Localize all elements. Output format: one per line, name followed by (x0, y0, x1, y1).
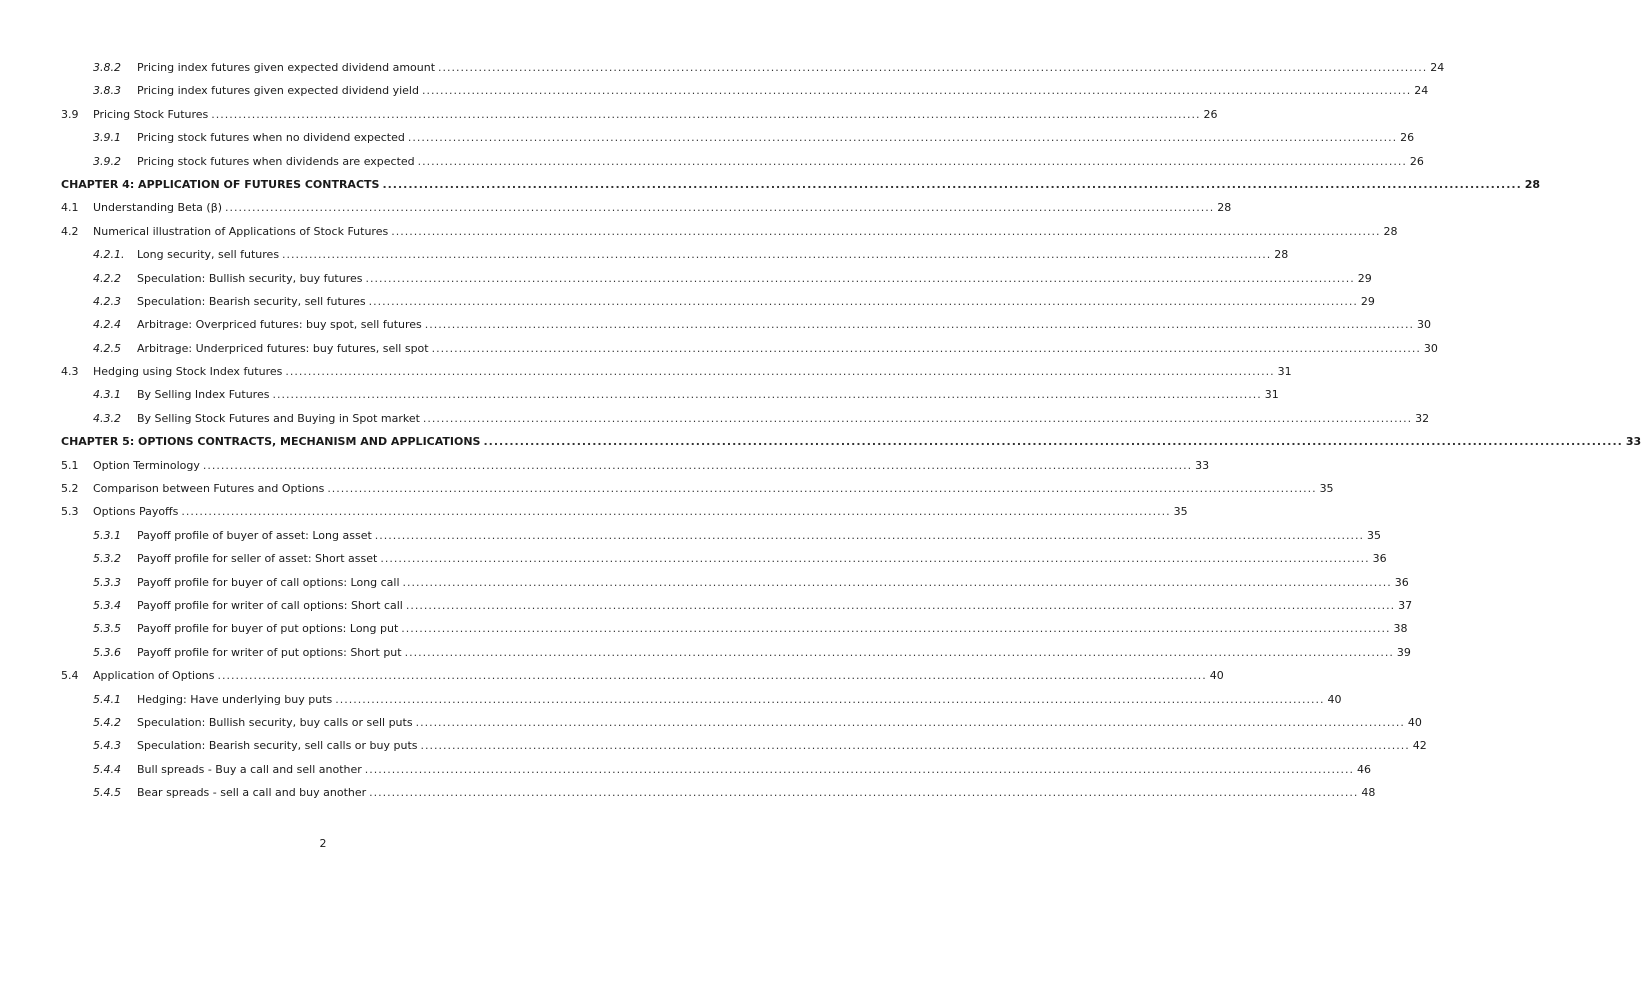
toc-entry-page: 38 (1393, 622, 1408, 636)
toc-entry[interactable] (61, 196, 1232, 219)
toc-entry[interactable] (61, 313, 1432, 336)
toc-entry[interactable] (61, 103, 1218, 126)
toc-entry[interactable] (61, 571, 1409, 594)
toc-entry-number: 4.2.2 (93, 271, 121, 285)
toc-entry-title: Payoff profile for seller of asset: Short asset (137, 552, 378, 566)
toc-entry-number: 4.2.1. (93, 248, 125, 262)
toc-entry-number: 5.4.1 (93, 692, 121, 706)
toc-entry-title: Arbitrage: Underpriced futures: buy futures, sell spot (137, 341, 429, 355)
toc-entry-page: 24 (1414, 84, 1429, 98)
toc-entry[interactable] (61, 150, 1424, 173)
toc-entry[interactable] (61, 220, 1398, 243)
dot-leader: ............................................................................................................................................................................................................................ (401, 622, 1391, 636)
dot-leader: ............................................................................................................................................................................................................................ (202, 458, 1193, 472)
dot-leader: ............................................................................................................................................................................................................................ (368, 294, 1358, 308)
toc-entry-number: 5.1 (61, 458, 79, 472)
toc-entry[interactable] (61, 267, 1372, 290)
dot-leader: ............................................................................................................................................................................................................................ (424, 318, 1415, 332)
toc-entry[interactable] (61, 664, 1224, 687)
toc-entry-page: 31 (1264, 388, 1279, 402)
toc-entry-number: 3.9.1 (93, 131, 121, 145)
toc-entry-number: 4.2.5 (93, 341, 121, 355)
dot-leader: ............................................................................................................................................................................................................................ (420, 739, 1410, 753)
toc-entry-title: Speculation: Bearish security, sell calls or buy puts (137, 739, 418, 753)
toc-entry[interactable] (61, 781, 1376, 804)
toc-entry-page: 35 (1367, 528, 1382, 542)
toc-entry[interactable] (61, 477, 1334, 500)
toc-entry-number: 5.3 (61, 505, 79, 519)
toc-entry[interactable] (61, 500, 1188, 523)
toc-entry-number: 4.2 (61, 224, 79, 238)
toc-entry-number: 5.3.3 (93, 575, 121, 589)
toc-entry-number: 4.3.1 (93, 388, 121, 402)
toc-entry-page: 26 (1409, 154, 1424, 168)
dot-leader: ............................................................................................................................................................................................................................ (421, 84, 1412, 98)
toc-entry-title: Pricing stock futures when no dividend expected (137, 131, 405, 145)
toc-entry-number: 5.4.2 (93, 715, 121, 729)
toc-entry-number: 5.4.3 (93, 739, 121, 753)
toc-entry-title: Speculation: Bearish security, sell futures (137, 294, 366, 308)
toc-entry-page: 40 (1209, 669, 1224, 683)
dot-leader: ............................................................................................................................................................................................................................ (365, 271, 1355, 285)
dot-leader: ............................................................................................................................................................................................................................ (369, 786, 1359, 800)
toc-entry-title: Application of Options (93, 669, 215, 683)
dot-leader: ............................................................................................................................................................................................................................ (364, 762, 1355, 776)
toc-chapter-entry[interactable] (61, 173, 1541, 196)
dot-leader: ............................................................................................................................................................................................................................ (327, 482, 1317, 496)
toc-entry-title: Payoff profile for buyer of call options: Long call (137, 575, 400, 589)
toc-entry-number: 5.4.4 (93, 762, 121, 776)
toc-entry-page: 46 (1357, 762, 1372, 776)
dot-leader: ............................................................................................................................................................................................................................ (181, 505, 1171, 519)
toc-entry-title: Long security, sell futures (137, 248, 280, 262)
toc-entry-number: 4.3 (61, 365, 79, 379)
toc-entry-page: 29 (1360, 294, 1375, 308)
toc-entry-title: Understanding Beta (β) (93, 201, 223, 215)
dot-leader: ............................................................................................................................................................................................................................ (380, 552, 1370, 566)
toc-entry-title: Options Payoffs (93, 505, 179, 519)
toc-entry-title: Payoff profile for writer of put options: Short put (137, 645, 402, 659)
toc-entry-number: 3.8.2 (93, 61, 121, 74)
toc-entry-title: Pricing index futures given expected dividend amount (137, 61, 436, 74)
toc-entry-number: 4.2.3 (93, 294, 121, 308)
toc-entry-page: 40 (1327, 692, 1342, 706)
toc-entry-number: 5.4 (61, 669, 79, 683)
toc-entry-number: 5.3.2 (93, 552, 121, 566)
toc-entry-page: 33 (1625, 435, 1641, 449)
toc-entry[interactable] (61, 547, 1387, 570)
toc-entry[interactable] (61, 407, 1430, 430)
toc-entry[interactable] (61, 360, 1292, 383)
toc-entry[interactable] (61, 688, 1342, 711)
dot-leader: ............................................................................................................................................................................................................................ (374, 528, 1365, 542)
toc-entry[interactable] (61, 758, 1372, 781)
toc-entry[interactable] (61, 337, 1438, 360)
toc-entry-page: 28 (1524, 177, 1541, 191)
toc-entry-page: 31 (1277, 365, 1292, 379)
toc-entry[interactable] (61, 641, 1411, 664)
toc-entry-page: 28 (1383, 224, 1398, 238)
toc-entry-title: Speculation: Bullish security, buy calls or sell puts (137, 715, 413, 729)
dot-leader: ............................................................................................................................................................................................................................ (402, 575, 1392, 589)
toc-entry-page: 48 (1361, 786, 1376, 800)
toc-entry[interactable] (61, 56, 1445, 79)
toc-entry-number: 4.1 (61, 201, 79, 215)
dot-leader: ............................................................................................................................................................................................................................ (382, 177, 1522, 191)
dot-leader: ............................................................................................................................................................................................................................ (438, 61, 1428, 74)
toc-entry[interactable] (61, 617, 1408, 640)
toc-entry-page: 35 (1173, 505, 1188, 519)
toc-entry-title: Hedging: Have underlying buy puts (137, 692, 333, 706)
toc-entry-number: 5.2 (61, 482, 79, 496)
toc-entry-title: Hedging using Stock Index futures (93, 365, 283, 379)
toc-entry-number: 3.9 (61, 107, 79, 121)
toc-entry-title: Pricing index futures given expected dividend yield (137, 84, 419, 98)
toc-entry-page: 28 (1217, 201, 1232, 215)
dot-leader: ............................................................................................................................................................................................................................ (417, 154, 1407, 168)
toc-entry-number: 5.4.5 (93, 786, 121, 800)
toc-entry-title: By Selling Index Futures (137, 388, 270, 402)
toc-entry-title: Payoff profile for buyer of put options: Long put (137, 622, 399, 636)
toc-entry[interactable] (61, 383, 1279, 406)
toc-entry[interactable] (61, 594, 1413, 617)
toc-entry-title: CHAPTER 5: OPTIONS CONTRACTS, MECHANISM AND APPLICATIONS (61, 435, 481, 449)
dot-leader: ............................................................................................................................................................................................................................ (391, 224, 1381, 238)
toc-entry-title: Numerical illustration of Applications of Stock Futures (93, 224, 389, 238)
dot-leader: ............................................................................................................................................................................................................................ (225, 201, 1215, 215)
toc-entry-number: 3.8.3 (93, 84, 121, 98)
toc-entry-title: By Selling Stock Futures and Buying in Spot market (137, 411, 420, 425)
page-number: 2 (319, 837, 327, 850)
dot-leader: ............................................................................................................................................................................................................................ (422, 411, 1413, 425)
toc-entry-title: Payoff profile for writer of call options: Short call (137, 598, 403, 612)
toc-entry-page: 32 (1415, 411, 1430, 425)
toc-entry-number: 5.3.4 (93, 598, 121, 612)
toc-entry[interactable] (61, 711, 1422, 734)
toc-entry-page: 33 (1195, 458, 1210, 472)
toc-entry-page: 36 (1394, 575, 1409, 589)
toc-entry-title: Payoff profile of buyer of asset: Long asset (137, 528, 372, 542)
toc-entry[interactable] (61, 290, 1375, 313)
toc-entry[interactable] (61, 126, 1415, 149)
dot-leader: ............................................................................................................................................................................................................................ (282, 248, 1272, 262)
dot-leader: ............................................................................................................................................................................................................................ (431, 341, 1421, 355)
toc-entry[interactable] (61, 524, 1382, 547)
dot-leader: ............................................................................................................................................................................................................................ (335, 692, 1325, 706)
dot-leader: ............................................................................................................................................................................................................................ (404, 645, 1394, 659)
toc-entry-page: 40 (1407, 715, 1422, 729)
dot-leader: ............................................................................................................................................................................................................................ (272, 388, 1262, 402)
toc-entry-page: 30 (1417, 318, 1432, 332)
dot-leader: ............................................................................................................................................................................................................................ (415, 715, 1405, 729)
dot-leader: ............................................................................................................................................................................................................................ (211, 107, 1201, 121)
toc-entry-title: Comparison between Futures and Options (93, 482, 325, 496)
toc-entry-number: 3.9.2 (93, 154, 121, 168)
toc-entry-number: 5.3.5 (93, 622, 121, 636)
toc-entry-page: 37 (1398, 598, 1413, 612)
toc-entry-title: Pricing stock futures when dividends are expected (137, 154, 415, 168)
table-of-contents (61, 56, 1641, 805)
toc-entry-page: 26 (1400, 131, 1415, 145)
toc-entry-number: 5.3.1 (93, 528, 121, 542)
dot-leader: ............................................................................................................................................................................................................................ (483, 435, 1623, 449)
toc-entry-title: Arbitrage: Overpriced futures: buy spot, sell futures (137, 318, 422, 332)
toc-entry-title: Bull spreads - Buy a call and sell another (137, 762, 362, 776)
toc-entry-title: Option Terminology (93, 458, 200, 472)
toc-entry-page: 42 (1412, 739, 1427, 753)
toc-entry-page: 35 (1319, 482, 1334, 496)
toc-entry-page: 26 (1203, 107, 1218, 121)
toc-entry-page: 29 (1357, 271, 1372, 285)
toc-entry-page: 36 (1372, 552, 1387, 566)
toc-chapter-entry[interactable] (61, 430, 1641, 453)
toc-entry[interactable] (61, 79, 1429, 102)
toc-entry-title: Bear spreads - sell a call and buy another (137, 786, 367, 800)
dot-leader: ............................................................................................................................................................................................................................ (405, 598, 1396, 612)
dot-leader: ............................................................................................................................................................................................................................ (217, 669, 1207, 683)
toc-entry[interactable] (61, 734, 1427, 757)
toc-entry-page: 30 (1423, 341, 1438, 355)
dot-leader: ............................................................................................................................................................................................................................ (407, 131, 1398, 145)
toc-entry-number: 4.3.2 (93, 411, 121, 425)
toc-entry-page: 39 (1396, 645, 1411, 659)
toc-entry-title: Pricing Stock Futures (93, 107, 209, 121)
toc-entry-page: 28 (1274, 248, 1289, 262)
toc-entry-title: Speculation: Bullish security, buy futures (137, 271, 363, 285)
dot-leader: ............................................................................................................................................................................................................................ (285, 365, 1275, 379)
toc-entry-page: 24 (1430, 61, 1445, 74)
toc-entry-number: 5.3.6 (93, 645, 121, 659)
toc-entry-title: CHAPTER 4: APPLICATION OF FUTURES CONTRACTS (61, 177, 380, 191)
toc-entry-number: 4.2.4 (93, 318, 121, 332)
toc-entry[interactable] (61, 454, 1210, 477)
toc-entry[interactable] (61, 243, 1289, 266)
